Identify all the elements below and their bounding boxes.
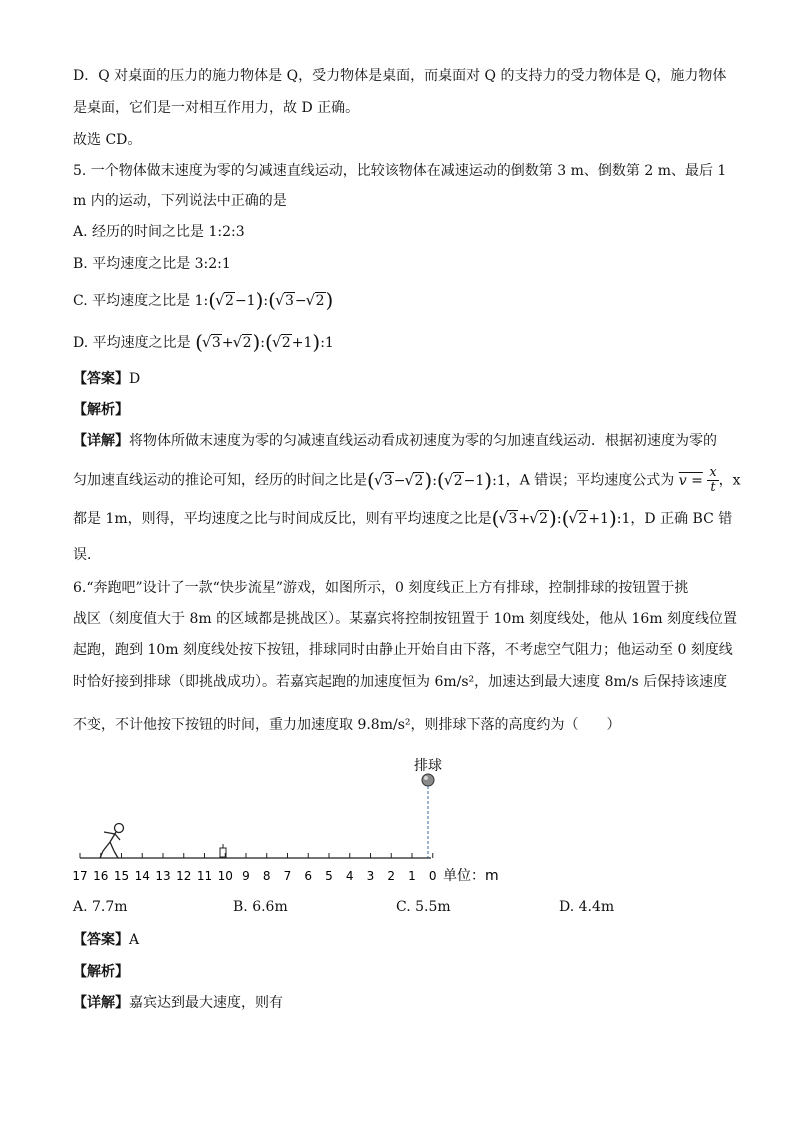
scale-labels	[72, 869, 436, 883]
q5-analysis-tag: 【解析】	[73, 402, 129, 418]
q5-detail-line3: 都是 1m，则得，平均速度之比与时间成反比，则有平均速度之比是(√ 3+√ 2):(√ 2+1):1，D 正确 BC 错	[73, 508, 732, 529]
scale-tick-label: 11	[196, 869, 213, 883]
scale-tick-label: 7	[283, 869, 292, 883]
q5-stem-line2: m 内的运动，下列说法中正确的是	[73, 193, 287, 209]
q5-detail-line1: 【详解】将物体所做末速度为零的匀减速直线运动看成初速度为零的匀加速直线运动．根据初速度为零的	[73, 433, 717, 449]
q6-option-a: A. 7.7m	[73, 899, 128, 915]
q5-option-a: A. 经历的时间之比是 1:2:3	[73, 224, 245, 240]
q4-option-d-line2: 是桌面，它们是一对相互作用力，故 D 正确。	[73, 100, 360, 116]
q6-option-d: D. 4.4m	[559, 899, 615, 915]
scale-tick-label: 0	[428, 869, 437, 883]
unit-label: 单位：m	[443, 868, 499, 884]
scale-tick-label: 10	[217, 869, 233, 883]
scale-ticks	[80, 853, 433, 858]
answer-value: D	[129, 371, 141, 387]
q6-option-c: C. 5.5m	[396, 899, 451, 915]
q5-option-d	[73, 332, 334, 353]
volleyball	[422, 774, 434, 786]
q6-stem-line5: 不变，不计他按下按钮的时间，重力加速度取 9.8m/s²，则排球下落的高度约为（ ）	[73, 717, 621, 733]
track-figure	[0, 748, 794, 893]
q6-detail-line1: 【详解】嘉宾达到最大速度，则有	[73, 995, 283, 1011]
scale-tick-label: 3	[366, 869, 375, 883]
runner-icon	[100, 824, 124, 859]
q5-option-d-formula: (√ 3+√ 2):(√ 2+1):1	[195, 335, 334, 351]
scale-tick-label: 13	[155, 869, 171, 883]
q6-option-b: B. 6.6m	[233, 899, 288, 915]
q5-detail-line4: 误．	[73, 547, 101, 563]
q6-analysis-tag: 【解析】	[73, 964, 129, 980]
detail-tag: 【详解】	[73, 433, 129, 449]
scale-tick-label: 17	[72, 869, 88, 883]
q6-stem-line1: 6.“奔跑吧”设计了一款“快步流星”游戏，如图所示，0 刻度线正上方有排球，控制排球的按钮置于挑	[73, 580, 689, 596]
q5-detail-line2: 匀加速直线运动的推论可知，经历的时间之比是(√ 3−√ 2):(√ 2−1):1，A 错误；平均速度公式为 v = $\frac{x}{t}$ ，x	[73, 466, 741, 495]
q4-option-d-line1: D．Q 对桌面的压力的施力物体是 Q，受力物体是桌面，而桌面对 Q 的支持力的受力物体是 Q，施力物体	[73, 68, 727, 84]
scale-tick-label: 2	[387, 869, 396, 883]
answer-tag: 【答案】	[73, 371, 129, 387]
q5-option-c	[73, 290, 333, 311]
answer-value: A	[129, 932, 140, 948]
scale-tick-label: 1	[408, 869, 416, 883]
scale-tick-label: 12	[176, 869, 192, 883]
scale-tick-label: 5	[325, 869, 333, 883]
scale-tick-label: 4	[345, 869, 354, 883]
q5-stem-line1: 5. 一个物体做末速度为零的匀减速直线运动，比较该物体在减速运动的倒数第 3 m、倒数第 2 m、最后 1	[73, 163, 727, 179]
q5-option-c-formula: 1:(√ 2−1):(√ 3−√ 2)	[195, 293, 334, 309]
scale-tick-label: 14	[134, 869, 150, 883]
q4-answer-line: 故选 CD。	[73, 132, 142, 148]
q6-answer	[73, 930, 139, 950]
detail-tag: 【详解】	[73, 995, 129, 1011]
scale-tick-label: 15	[113, 869, 130, 883]
q6-stem-line3: 起跑，跑到 10m 刻度线处按下按钮，排球同时由静止开始自由下落，不考虑空气阻力；他运动至 0 刻度线	[73, 642, 733, 658]
q5-answer	[73, 369, 140, 389]
q5-option-d-prefix: D. 平均速度之比是	[73, 335, 191, 351]
average-velocity-formula: v = $\frac{x}{t}$	[678, 465, 717, 495]
q6-stem-line2: 战区（刻度值大于 8m 的区域都是挑战区）。某嘉宾将控制按钮置于 10m 刻度线处，他从 16m 刻度线位置	[73, 611, 738, 627]
q6-stem-line4: 时恰好接到排球（即挑战成功）。若嘉宾起跑的加速度恒为 6m/s²，加速达到最大速度 8m/s 后保持该速度	[73, 674, 728, 690]
q5-option-c-prefix: C. 平均速度之比是	[73, 293, 191, 309]
q5-option-b: B. 平均速度之比是 3:2:1	[73, 256, 231, 272]
answer-tag: 【答案】	[73, 932, 129, 948]
scale-tick-label: 16	[93, 869, 109, 883]
volleyball-highlight	[424, 776, 428, 780]
q6-options	[73, 899, 753, 919]
ball-label: 排球	[414, 758, 442, 774]
scale-tick-label: 8	[262, 869, 271, 883]
scale-tick-label: 6	[304, 869, 313, 883]
scale-tick-label: 9	[242, 869, 250, 883]
